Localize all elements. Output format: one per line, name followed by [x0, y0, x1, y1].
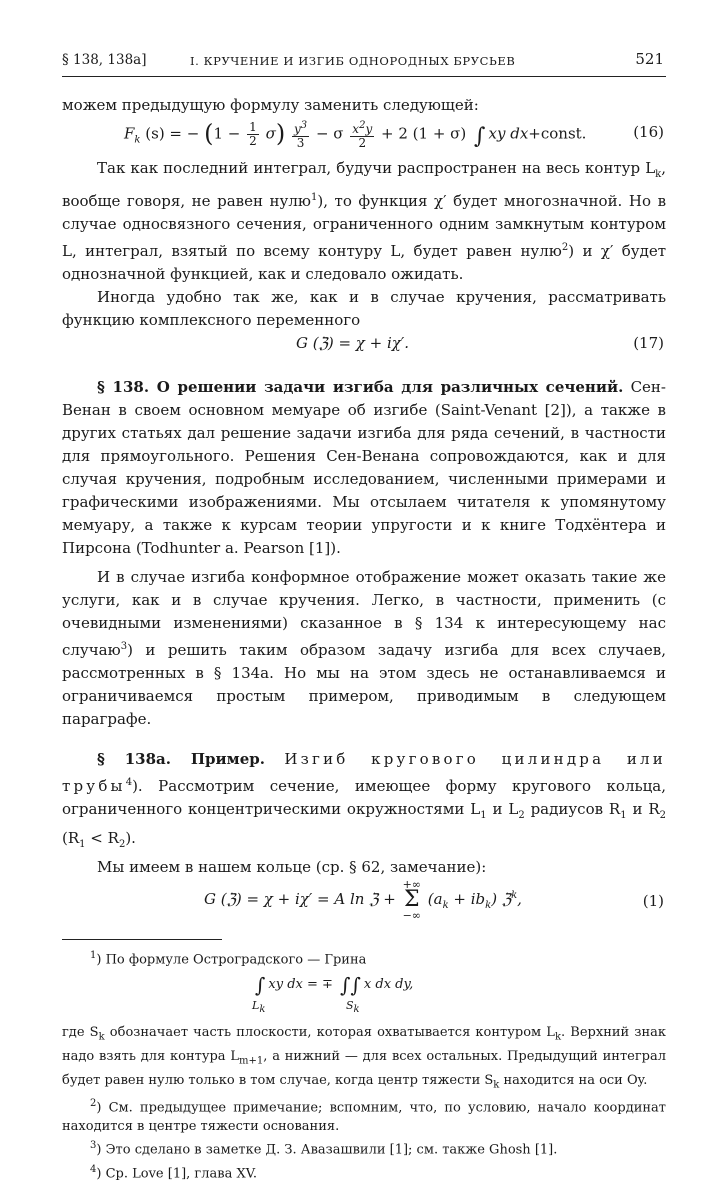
equation-16: $F_k$ (s) = − (1 − $\frac{1}{2}$ σ) $\frac{y^3}{3}$ − σ $\frac{x^2y}{2}$ + 2 (1 + σ) ∫ xy dx+const. (16) [124, 119, 664, 150]
paragraph-conformal-mapping: И в случае изгиба конформное отображение может оказать такие же услуги, как и в случае кручения. Легко, в частности, применить (с очевидными изменениями) сказанное в § 134 к интересующему нас случаю$^3$) и решить таким образом задачу изгиба для всех случаев, рассмотренных в § 134а. Но мы на этом здесь не останавливаемся и ограничиваемся простым примером, приводимым в следующем параграфе. [62, 568, 666, 728]
section-138a-title: § 138а. Пример. [97, 750, 265, 768]
header-chapter-title: I. КРУЧЕНИЕ И ИЗГИБ ОДНОРОДНЫХ БРУСЬЕВ [190, 54, 516, 68]
footnotes [62, 946, 666, 1183]
section-138: § 138. О решении задачи изгиба для различных сечений. Сен-Венан в своем основном мемуаре об изгибе (Saint-Venant [2]), а также в других статьях дал решение задачи изгиба для ряда сечений, в частности для прямоугольного. Решения Сен-Венана сопровождаются, как и для случая кручения, подробным исследованием, численными примерами и графическими изображениями. Мы отсылаем читателя к упомянутому мемуару, а также к курсам теории упругости и к книге Тодхёнтера и Пирсона (Todhunter a. Pearson [1]). [62, 378, 666, 557]
equation-number: (17) [633, 334, 664, 352]
equation-17: G (ℨ) = χ + iχ′. (17) [296, 334, 664, 352]
page [62, 48, 666, 1183]
footnote-1-text: где $S_k$ обозначает часть плоскости, которая охватывается контуром $L_k$. Верхний знак надо взять для контура $L_{m+1}$, а нижний — для всех остальных. Предыдущий интеграл будет равен нулю только в том случае, когда центр тяжести $S_k$ находится на оси Oy. [62, 1025, 666, 1091]
running-header [62, 48, 666, 76]
footnote-2: $^2$) См. предыдущее примечание; вспомним, что, по условию, начало координат находится в центре тяжести основания. [62, 1098, 666, 1135]
paragraph-ring: Мы имеем в нашем кольце (ср. § 62, замечание): [97, 858, 487, 876]
equation-number: (1) [642, 892, 664, 910]
page-number: 521 [635, 50, 664, 68]
paragraph-complex-variable: Иногда удобно так же, как и в случае кручения, рассматривать функцию комплексного переменного [62, 288, 666, 329]
header-rule [62, 76, 666, 77]
footnote-4: $^4$) Ср. Love [1], глава XV. [90, 1163, 257, 1182]
footnote-rule [62, 939, 222, 940]
paragraph-multivalued: Так как последний интеграл, будучи распространен на весь контур $L_k$, вообще говоря, не равен нулю$^1$), то функция χ′ будет многозначной. Но в случае односвязного сечения, ограниченного одним замкнутым контуром L, интеграл, взятый по всему контуру L, будет равен нулю$^2$) и χ′ будет однозначной функцией, как и следовало ожидать. [62, 159, 667, 283]
footnote-1-formula: ∫ xy dx = ∓ ∫∫ x dx dy, $L_k$ $S_k$ [252, 973, 414, 1016]
section-138-title: § 138. О решении задачи изгиба для различных сечений. [97, 378, 624, 396]
equation-1: G (ℨ) = χ + iχ′ = A ln ℨ + +∞ Σ −∞ $(a_k + ib_k)$ ℨ$^k$, (1) [204, 878, 664, 922]
footnote-1-intro: $^1$) По формуле Остроградского — Грина [90, 950, 367, 968]
equation-number: (16) [633, 123, 664, 141]
footnote-3: $^3$) Это сделано в заметке Д. З. Авазашвили [1]; см. также Ghosh [1]. [90, 1140, 558, 1158]
section-138a: § 138а. Пример. Изгиб кругового цилиндра или трубы$^4$). Рассмотрим сечение, имеющее форму кругового кольца, ограниченного концентрическими окружностями $L_1$ и $L_2$ радиусов $R_1$ и $R_2$ $(R_1 < R_2)$. [62, 750, 666, 850]
intro-line: можем предыдущую формулу заменить следующей: [62, 96, 479, 114]
header-section-ref: § 138, 138а] [62, 52, 147, 68]
